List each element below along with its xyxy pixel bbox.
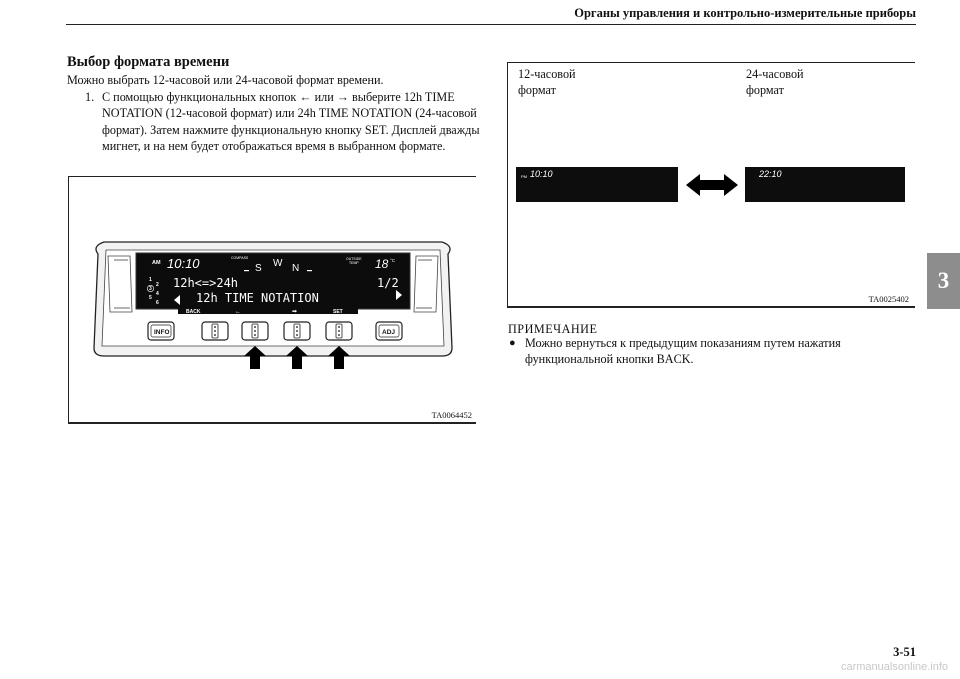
lcd-line1: 12h<=>24h (173, 276, 239, 290)
label-left-arrow: ← (235, 309, 241, 315)
header-rule (66, 24, 916, 25)
figure-display-panel (68, 176, 476, 424)
svg-text:6: 6 (156, 300, 159, 306)
svg-text:5: 5 (149, 295, 152, 301)
intro-paragraph: Можно выбрать 12-часовой или 24-часовой формат времени. (67, 73, 384, 87)
label-12h-line1: 12-часовой (518, 67, 576, 81)
lcd-outside-label: OUTSIDE (346, 257, 362, 261)
lcd-clock: 10:10 (167, 256, 200, 271)
lcd-12h (516, 167, 678, 202)
lcd-compass-label: COMPASS (231, 256, 249, 260)
note-item (508, 335, 908, 367)
figure-time-format (507, 62, 915, 308)
function-button-4[interactable] (326, 322, 352, 340)
figure-code: TA0025402 (868, 294, 909, 304)
running-header: Органы управления и контрольно-измерительные приборы (574, 6, 916, 20)
lcd-12h-pm: PM (521, 174, 527, 179)
lcd-am: AM (152, 260, 161, 266)
step-number: 1. (85, 90, 95, 104)
lcd-temp-label: TEMP (349, 261, 359, 265)
function-button-1[interactable] (202, 322, 228, 340)
svg-text:4: 4 (156, 291, 159, 297)
lcd-temp: 18 (375, 257, 389, 271)
figure-code: TA0064452 (431, 410, 472, 420)
double-arrow-icon (684, 170, 740, 200)
svg-text:INFO: INFO (154, 329, 170, 336)
lcd-compass-n: N (292, 263, 300, 274)
display-illustration (70, 176, 476, 422)
info-button[interactable] (148, 322, 174, 340)
section-title: Выбор формата времени (67, 54, 230, 70)
lcd-compass-s: S (255, 263, 262, 274)
lcd-24h-time: 22:10 (759, 169, 782, 179)
label-right-arrow: ➡ (292, 309, 298, 315)
label-set: SET (333, 309, 343, 315)
bullet-icon: ● (509, 337, 516, 349)
lcd-page: 1/2 (377, 276, 399, 290)
svg-text:ADJ: ADJ (382, 329, 396, 336)
lcd-deg: °C (390, 258, 396, 263)
lcd-line2: 12h TIME NOTATION (196, 291, 319, 305)
label-12h-line2: формат (518, 83, 556, 97)
svg-text:3: 3 (149, 286, 152, 292)
step-text: С помощью функциональных кнопок ← или → выберите 12h TIME NOTATION (12-часовой формат) или 24h TIME NOTATION (24-часовой формат). Затем нажмите функциональную кнопку SET. Дисплей дважды мигнет, и на нем будет отображаться время в выбранном формате. (102, 90, 480, 153)
function-button-3[interactable] (284, 322, 310, 340)
note-title: ПРИМЕЧАНИЕ (508, 322, 598, 336)
svg-text:1: 1 (149, 277, 152, 283)
lcd-24h (745, 167, 905, 202)
label-24h-line1: 24-часовой (746, 67, 804, 81)
watermark: carmanualsonline.info (840, 661, 948, 673)
note-text: Можно вернуться к предыдущим показаниям путем нажатия функциональной кнопки BACK. (525, 336, 841, 366)
adj-button[interactable] (376, 322, 402, 340)
chapter-tab: 3 (927, 253, 960, 309)
lcd-compass-w: W (273, 258, 283, 269)
function-button-2[interactable] (242, 322, 268, 340)
page-number: 3-51 (893, 645, 916, 659)
label-back: BACK (186, 309, 201, 315)
svg-text:2: 2 (156, 282, 159, 288)
label-24h-line2: формат (746, 83, 784, 97)
lcd-12h-time: 10:10 (530, 169, 553, 179)
